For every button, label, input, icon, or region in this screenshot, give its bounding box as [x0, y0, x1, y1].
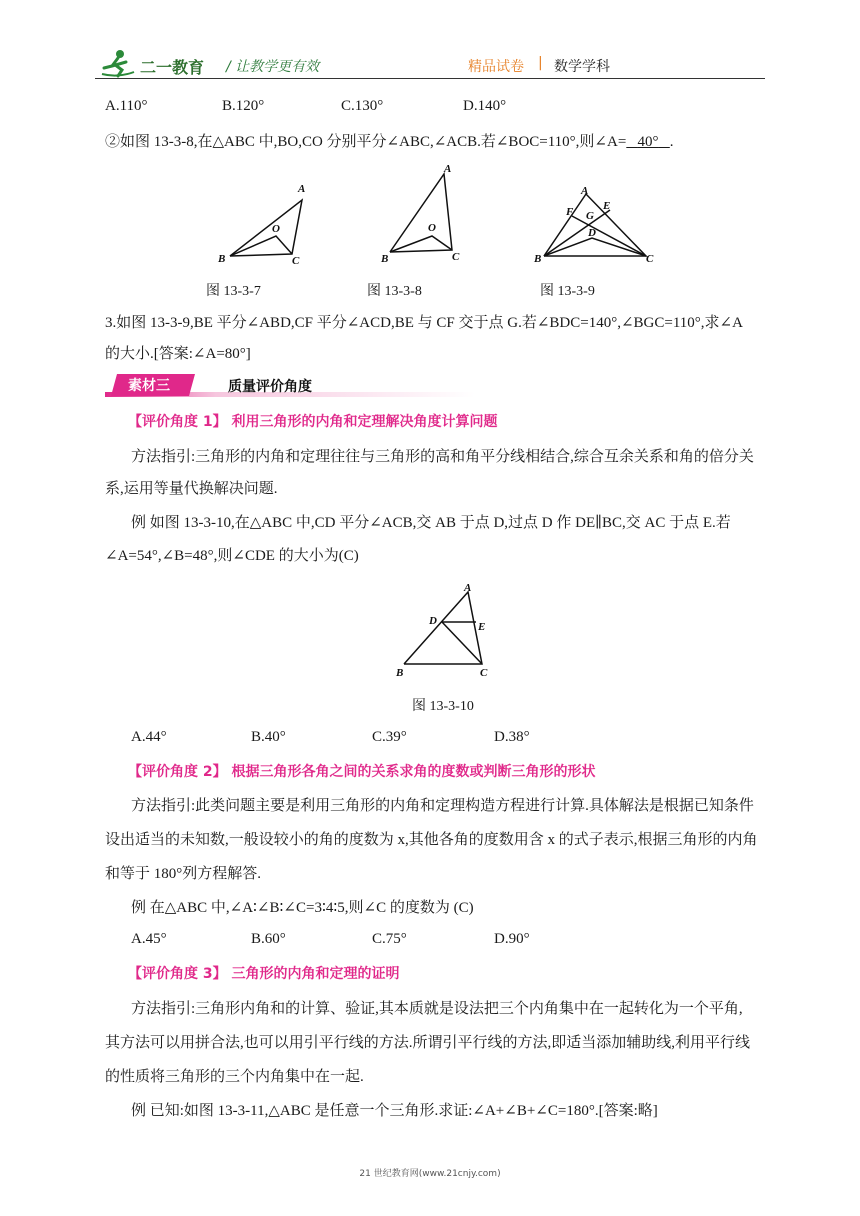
fig7-label-a: A [298, 183, 306, 195]
subject-label: 数学学科 [554, 59, 610, 75]
angle-2-option-b: B.60° [251, 931, 286, 947]
angle-2-method-line-3: 和等于 180°列方程解答. [105, 866, 261, 882]
logo-icon [100, 48, 136, 78]
angle-3-method-line-1: 方法指引:三角形内角和的计算、验证,其本质就是设法把三个内角集中在一起转化为一个平角, [131, 1001, 743, 1017]
angle-3-method-line-3: 的性质将三角形的三个内角集中在一起. [105, 1069, 364, 1085]
caption-13-3-10: 图 13-3-10 [412, 699, 474, 714]
banner-title: 质量评价角度 [228, 379, 312, 395]
header-separator: | [538, 55, 543, 71]
angle-1-heading: 【评价角度 1】 利用三角形的内角和定理解决角度计算问题 [128, 414, 498, 430]
page-footer: 21 世纪教育网(www.21cnjy.com) [359, 1169, 501, 1179]
question-2 [105, 131, 674, 153]
figure-13-3-10 [392, 580, 502, 680]
question-3-line-2: 的大小.[答案:∠A=80°] [105, 346, 251, 362]
angle-1-method-line-2: 系,运用等量代换解决问题. [105, 481, 278, 497]
caption-13-3-8: 图 13-3-8 [367, 284, 422, 299]
fig10-label-b: B [396, 667, 404, 679]
exam-tag: 精品试卷 [468, 59, 524, 75]
fig9-label-a: A [581, 185, 589, 197]
q2-text: ②如图 13-3-8,在△ABC 中,BO,CO 分别平分∠ABC,∠ACB.若∠BOC=110°,则∠A= [105, 134, 627, 150]
angle-1-option-b: B.40° [251, 729, 286, 745]
angle-3-example: 例 已知:如图 13-3-11,△ABC 是任意一个三角形.求证:∠A+∠B+∠C=180°.[答案:略] [131, 1103, 658, 1119]
fig8-label-o: O [428, 222, 436, 234]
fig9-label-e: E [603, 200, 611, 212]
angle-2-heading: 【评价角度 2】 根据三角形各角之间的关系求角的度数或判断三角形的形状 [128, 764, 596, 780]
angle-1-option-d: D.38° [494, 729, 530, 745]
slogan: / 让教学更有效 [226, 59, 320, 75]
fig10-label-a: A [464, 582, 472, 594]
fig7-label-o: O [272, 223, 280, 235]
q2-answer-value: 40° [637, 134, 659, 150]
fig9-label-c: C [646, 253, 654, 265]
logo-text: 二一教育 [140, 60, 205, 77]
fig7-label-c: C [292, 255, 300, 267]
angle-2-example: 例 在△ABC 中,∠A∶∠B∶∠C=3∶4∶5,则∠C 的度数为 (C) [131, 900, 474, 916]
fig7-label-b: B [218, 253, 226, 265]
option-c: C.130° [341, 98, 384, 114]
angle-1-option-c: C.39° [372, 729, 407, 745]
fig8-label-b: B [381, 253, 389, 265]
figure-13-3-8 [378, 160, 473, 268]
angle-1-example-line-2: ∠A=54°,∠B=48°,则∠CDE 的大小为(C) [105, 548, 359, 564]
angle-3-heading: 【评价角度 3】 三角形的内角和定理的证明 [128, 966, 400, 982]
option-d: D.140° [463, 98, 507, 114]
fig10-label-d: D [429, 615, 437, 627]
fig9-label-g: G [586, 210, 594, 222]
angle-1-option-a: A.44° [131, 729, 167, 745]
q2-answer [626, 134, 670, 150]
fig10-label-c: C [480, 667, 488, 679]
angle-1-method-line-1: 方法指引:三角形的内角和定理往往与三角形的高和角平分线相结合,综合互余关系和角的倍分关 [131, 449, 754, 465]
angle-2-option-a: A.45° [131, 931, 167, 947]
caption-13-3-9: 图 13-3-9 [540, 284, 595, 299]
fig9-label-b: B [534, 253, 542, 265]
option-b: B.120° [222, 98, 265, 114]
fig9-label-f: F [566, 206, 574, 218]
angle-2-method-line-2: 设出适当的未知数,一般设较小的角的度数为 x,其他各角的度数用含 x 的式子表示,根据三角形的内角 [105, 832, 758, 848]
banner-label: 素材三 [128, 378, 170, 394]
fig8-label-c: C [452, 251, 460, 263]
figure-13-3-9 [530, 182, 660, 268]
option-a: A.110° [105, 98, 148, 114]
q2-end: . [669, 134, 674, 150]
question-3-line-1: 3.如图 13-3-9,BE 平分∠ABD,CF 平分∠ACD,BE 与 CF 交于点 G.若∠BDC=140°,∠BGC=110°,求∠A [105, 315, 743, 331]
fig8-label-a: A [444, 163, 452, 175]
fig10-label-e: E [478, 621, 486, 633]
caption-13-3-7: 图 13-3-7 [206, 284, 261, 299]
figure-13-3-7 [210, 178, 320, 268]
angle-2-option-d: D.90° [494, 931, 530, 947]
angle-3-method-line-2: 其方法可以用拼合法,也可以用引平行线的方法.所谓引平行线的方法,即适当添加辅助线,利用平行线 [105, 1035, 751, 1051]
angle-2-method-line-1: 方法指引:此类问题主要是利用三角形的内角和定理构造方程进行计算.具体解法是根据已知条件 [131, 798, 754, 814]
fig9-label-d: D [588, 227, 596, 239]
header-rule [95, 78, 765, 79]
angle-1-example-line-1: 例 如图 13-3-10,在△ABC 中,CD 平分∠ACB,交 AB 于点 D,过点 D 作 DE∥BC,交 AC 于点 E.若 [131, 515, 731, 531]
angle-2-option-c: C.75° [372, 931, 407, 947]
